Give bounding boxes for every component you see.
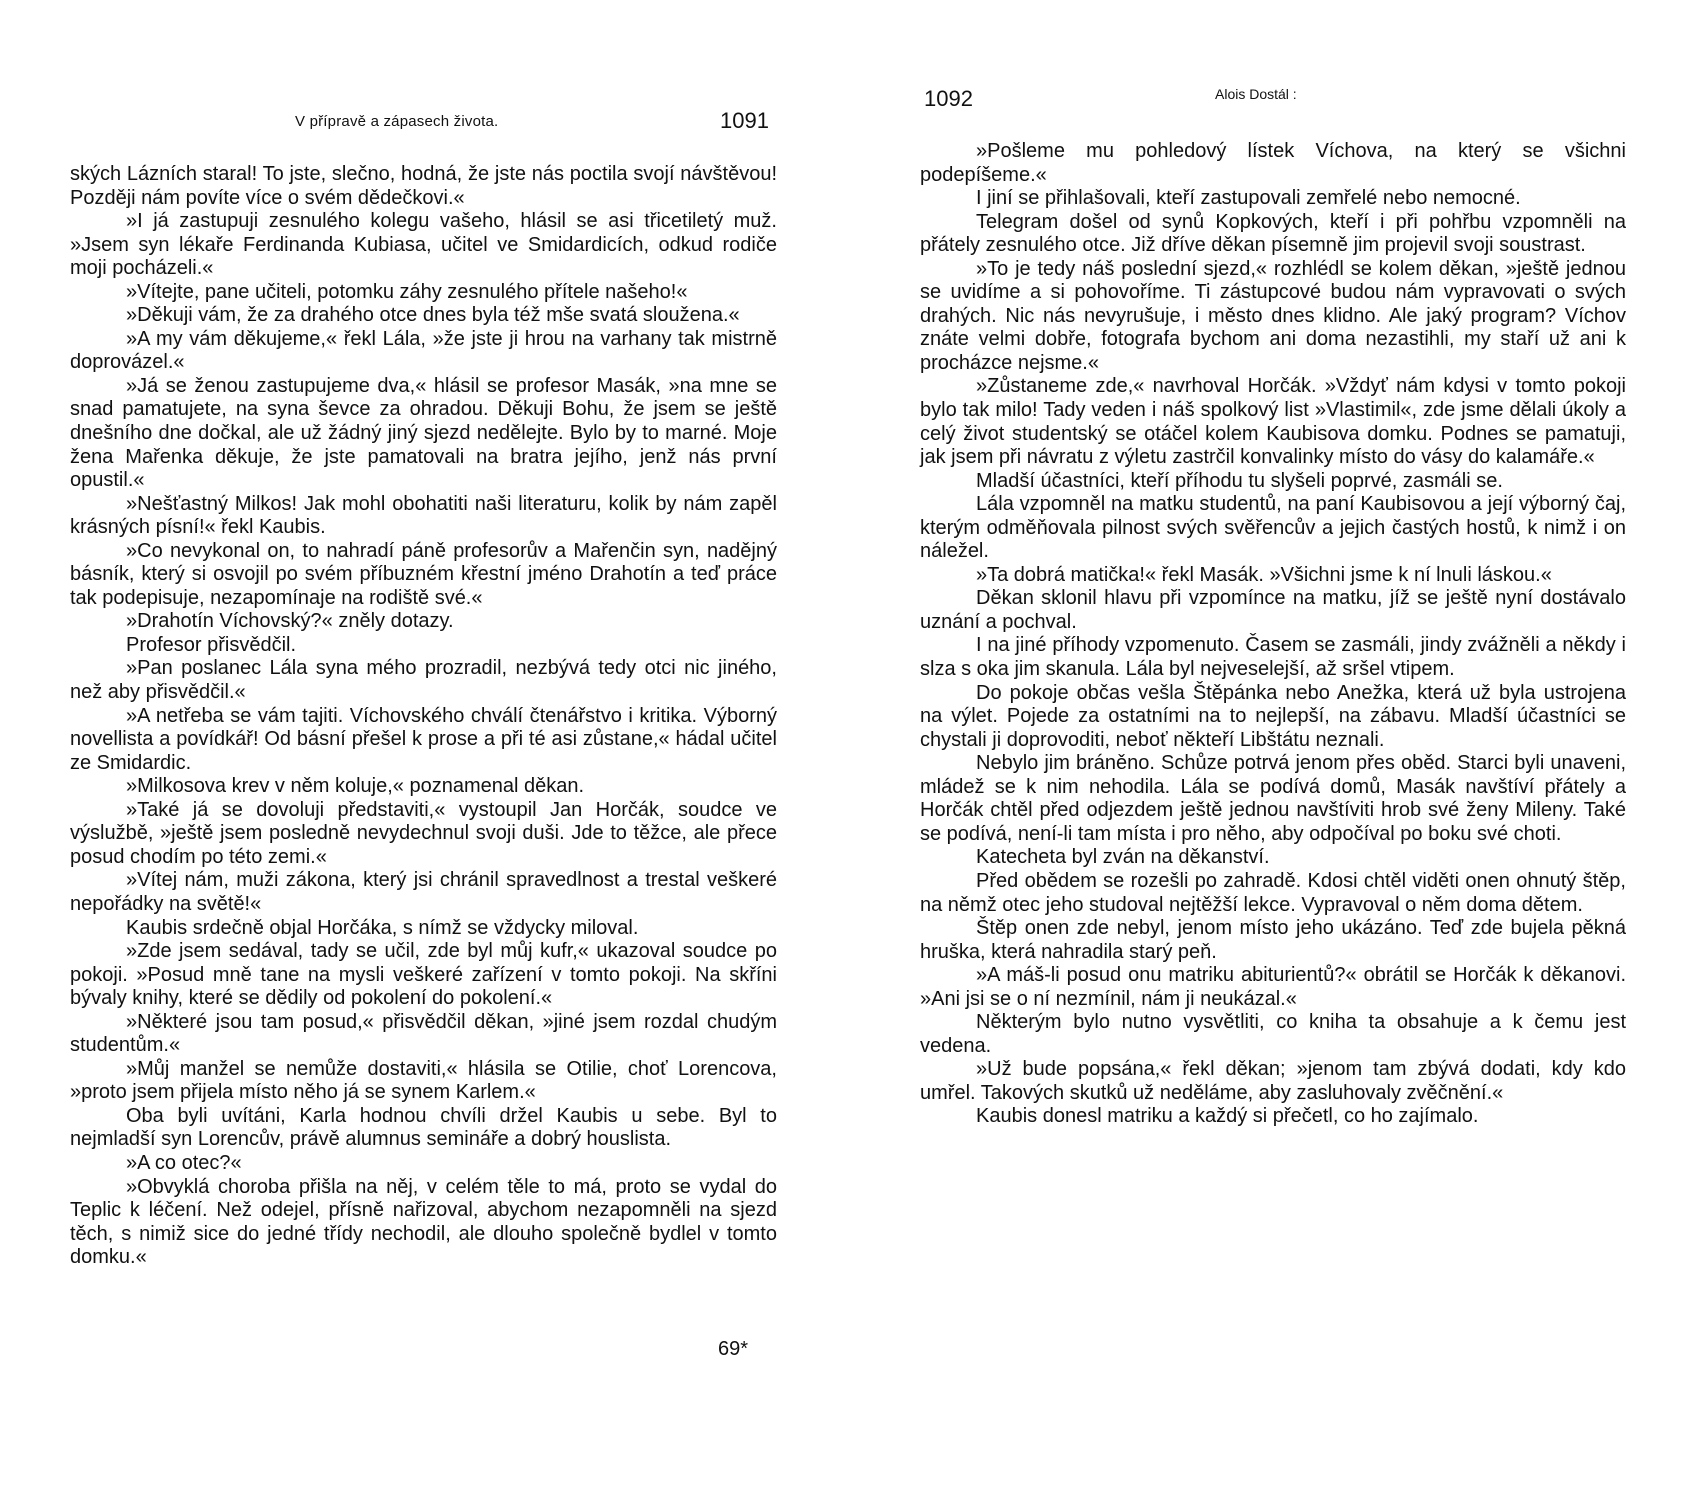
paragraph: ských Lázních staral! To jste, slečno, hodná, že jste nás poctila svojí návštěvou! Později nám povíte více o svém dědečkovi.« xyxy=(70,163,777,209)
left-running-title: V přípravě a zápasech života. xyxy=(295,113,499,130)
paragraph: Kaubis srdečně objal Horčáka, s nímž se vždycky miloval. xyxy=(126,916,639,939)
paragraph: »Pošleme mu pohledový lístek Víchova, na který se všichni podepíšeme.« xyxy=(920,140,1626,186)
paragraph: »Už bude popsána,« řekl děkan; »jenom tam zbývá dodati, kdy kdo umřel. Takových skutků už neděláme, aby zasluhovaly zvěčnění.« xyxy=(920,1058,1626,1104)
paragraph: Děkan sklonil hlavu při vzpomínce na matku, jíž se ještě nyní dostávalo uznání a pochval. xyxy=(920,587,1626,633)
paragraph: »Zde jsem sedával, tady se učil, zde byl můj kufr,« ukazoval soudce po pokoji. »Posud mně tane na mysli veškeré zařízení v tomto pokoji. Na skříni bývaly knihy, které se dědily od pokolení do pokolení.« xyxy=(70,940,777,1010)
right-running-title: Alois Dostál : xyxy=(1215,86,1297,102)
paragraph: I na jiné příhody vzpomenuto. Časem se zasmáli, jindy zvážněli a někdy i slza s oka jim skanula. Lála byl nejveselejší, až sršel vtipem. xyxy=(920,634,1626,681)
right-running-head xyxy=(920,0,1626,140)
paragraph: »Obvyklá choroba přišla na něj, v celém těle to má, proto se vydal do Teplic k léčení. Než odejel, přísně nařizoval, abychom nezapomněli na sjezd těch, s nimiž sice do jedné třídy nechodil, ale dlouho společně bydlel v tomto domku.« xyxy=(70,1175,777,1269)
paragraph: »Drahotín Víchovský?« zněly dotazy. xyxy=(126,610,454,633)
paragraph: Profesor přisvědčil. xyxy=(126,633,297,656)
right-body-text xyxy=(920,140,1626,1129)
right-page xyxy=(920,0,1626,1500)
paragraph: I jiní se přihlašovali, kteří zastupovali zemřelé nebo nemocné. xyxy=(976,187,1521,210)
paragraph: »To je tedy náš poslední sjezd,« rozhlédl se kolem děkan, »ještě jednou se uvidíme a si pohovoříme. Ti zástupcové budou nám vypravovati o svých drahých. Nic nás nevyrušuje, i město dnes klidno. Ale jaký program? Víchov znáte velmi dobře, fotografa bychom ani doma nezastihli, my staří už ani k procházce nejsme.« xyxy=(920,257,1626,374)
paragraph: »Některé jsou tam posud,« přisvědčil děkan, »jiné jsem rozdal chudým studentům.« xyxy=(70,1010,777,1057)
left-running-head xyxy=(70,0,777,140)
paragraph: Štěp onen zde nebyl, jenom místo jeho ukázáno. Teď zde bujela pěkná hruška, která nahradila starý peň. xyxy=(920,917,1626,963)
paragraph: Telegram došel od synů Kopkových, kteří i při pohřbu vzpomněli na přátely zesnulého otce. Již dříve děkan písemně jim projevil svoji soustrast. xyxy=(920,210,1626,257)
paragraph: »A my vám děkujeme,« řekl Lála, »že jste ji hrou na varhany tak mistrně doprovázel.« xyxy=(70,327,777,374)
paragraph: Lála vzpomněl na matku studentů, na paní Kaubisovou a její výborný čaj, kterým odměňovala pilnost svých svěřencův a jejich častých hostů, k nimž i on náležel. xyxy=(920,493,1626,563)
signature-mark: 69* xyxy=(718,1338,749,1360)
paragraph: Před obědem se rozešli po zahradě. Kdosi chtěl viděti onen ohnutý štěp, na němž otec jeho studoval nejtěžší lekce. Vypravoval o něm doma dětem. xyxy=(920,869,1626,916)
paragraph: Mladší účastníci, kteří příhodu tu slyšeli poprvé, zasmáli se. xyxy=(976,469,1503,492)
left-page-number: 1091 xyxy=(720,108,769,133)
paragraph: »A netřeba se vám tajiti. Víchovského chválí čtenářstvo i kritika. Výborný novellista a povídkář! Od básní přešel k prose a při té asi zůstane,« hádal učitel ze Smidardic. xyxy=(70,704,777,774)
paragraph: Některým bylo nutno vysvětliti, co kniha ta obsahuje a k čemu jest vedena. xyxy=(920,1011,1626,1057)
paragraph: Oba byli uvítáni, Karla hodnou chvíli držel Kaubis u sebe. Byl to nejmladší syn Lorencův, právě alumnus semináře a dobrý houslista. xyxy=(70,1104,777,1151)
paragraph: »Co nevykonal on, to nahradí páně profesorův a Mařenčin syn, nadějný básník, který si osvojil po svém příbuzném křestní jméno Drahotín a teď práce tak podepisuje, nezapomínaje na rodiště své.« xyxy=(70,539,777,609)
paragraph: »Děkuji vám, že za drahého otce dnes byla též mše svatá sloužena.« xyxy=(126,304,740,327)
paragraph: »A co otec?« xyxy=(126,1151,242,1174)
paragraph: Katecheta byl zván na děkanství. xyxy=(976,846,1270,869)
paragraph: »Milkosova krev v něm koluje,« poznamenal děkan. xyxy=(126,775,585,798)
paragraph: »I já zastupuji zesnulého kolegu vašeho, hlásil se asi třicetiletý muž. »Jsem syn lékaře Ferdinanda Kubiasa, učitel ve Smidardicích, odkud rodiče moji pocházeli.« xyxy=(70,210,777,280)
paragraph: »Nešťastný Milkos! Jak mohl obohatiti naši literaturu, kolik by nám zapěl krásných písní!« řekl Kaubis. xyxy=(70,492,777,539)
paragraph: »Zůstaneme zde,« navrhoval Horčák. »Vždyť nám kdysi v tomto pokoji bylo tak milo! Tady veden i náš spolkový list »Vlastimil«, zde jsme dělali úkoly a celý život studentský se otáčel kolem Kaubisova domku. Podnes se pamatuji, jak jsem při návratu z výletu zastrčil konvalinky místo do vásy do kalamáře.« xyxy=(920,375,1626,469)
paragraph: »Vítej nám, muži zákona, který jsi chránil spravedlnost a trestal veškeré nepořádky na světě!« xyxy=(70,869,777,915)
right-page-number: 1092 xyxy=(924,86,973,111)
paragraph: Do pokoje občas vešla Štěpánka nebo Anežka, která už byla ustrojena na výlet. Pojede za ostatními na to nejlepší, na zábavu. Mladší účastníci se chystali ji doprovoditi, neboť někteří Libštátu neznali. xyxy=(920,681,1626,751)
paragraph: »Pan poslanec Lála syna mého prozradil, nezbývá tedy otci nic jiného, než aby přisvědčil.« xyxy=(70,657,777,704)
paragraph: »Já se ženou zastupujeme dva,« hlásil se profesor Masák, »na mne se snad pamatujete, na syna ševce za ohradou. Děkuji Bohu, že jsem se ještě dnešního dne dočkal, ale už žádný jiný sjezd nedělejte. Bylo by to marné. Moje žena Mařenka děkuje, že jste pamatovali na bratra jejího, jenž nás první opustil.« xyxy=(70,374,777,492)
paragraph: Nebylo jim bráněno. Schůze potrvá jenom přes oběd. Starci byli unaveni, mládež se k nim nehodila. Lála se podívá domů, Masák navštíví přátely a Horčák chtěl před odjezdem ještě jednou navštíviti hrob své ženy Mileny. Také se podívá, není-li tam místa i pro něho, aby odpočíval po boku své choti. xyxy=(920,752,1626,845)
paragraph: »Vítejte, pane učiteli, potomku záhy zesnulého přítele našeho!« xyxy=(126,280,688,303)
paragraph: »Můj manžel se nemůže dostaviti,« hlásila se Otilie, choť Lorencova, »proto jsem přijela místo něho já se synem Karlem.« xyxy=(70,1057,777,1104)
paragraph: »Ta dobrá matička!« řekl Masák. »Všichni jsme k ní lnuli láskou.« xyxy=(976,563,1552,586)
left-page xyxy=(70,0,777,1500)
left-body-text xyxy=(70,163,777,1270)
paragraph: Kaubis donesl matriku a každý si přečetl, co ho zajímalo. xyxy=(976,1105,1479,1128)
paragraph: »Také já se dovoluji představiti,« vystoupil Jan Horčák, soudce ve výslužbě, »ještě jsem posledně nevydechnul svoji duši. Jde to těžce, ale přece posud chodím po této zemi.« xyxy=(70,798,777,868)
paragraph: »A máš-li posud onu matriku abiturientů?« obrátil se Horčák k děkanovi. »Ani jsi se o ní nezmínil, nám ji neukázal.« xyxy=(920,964,1626,1010)
